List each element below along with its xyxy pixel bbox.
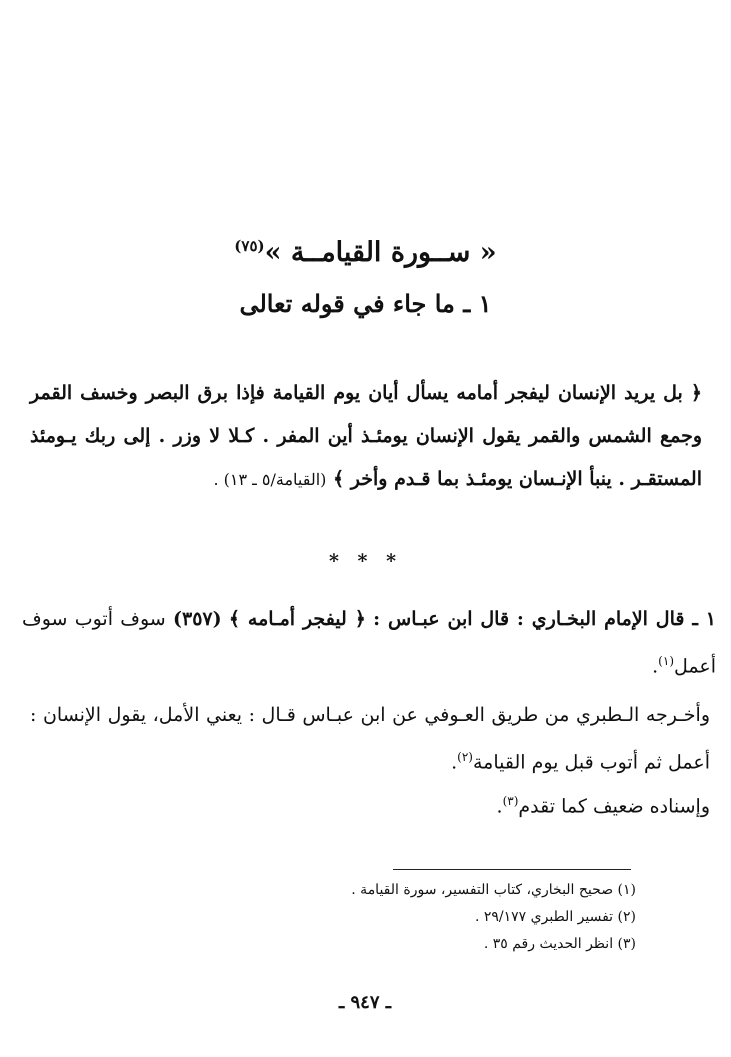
isnad-paragraph [30, 780, 710, 827]
hadith-tail-end: . [652, 655, 659, 678]
surah-title-text: « ســورة القيامــة » [264, 237, 497, 268]
hadith-number: (٣٥٧) [173, 608, 222, 630]
footnote-marker-2[interactable]: (٢) [457, 750, 473, 764]
page-number: ـ ٩٤٧ ـ [338, 992, 392, 1013]
section-heading: ١ ـ ما جاء في قوله تعالى [239, 289, 492, 318]
footnote-divider [393, 869, 631, 870]
footnote-2: (٢) تفسير الطبري ٢٩/١٧٧ . [474, 909, 636, 925]
surah-title [120, 228, 611, 271]
tabari-end: . [451, 751, 458, 774]
quran-verse [30, 372, 702, 501]
hadith-intro: ١ ـ قال الإمام البخـاري : قال ابن عبـاس : [373, 608, 716, 630]
footnote-marker-3[interactable]: (٣) [502, 794, 519, 808]
footnote-1: (١) صحيح البخاري، كتاب التفسير، سورة القيامة . [351, 882, 636, 898]
hadith-paragraph [22, 598, 716, 687]
isnad-end: . [496, 795, 503, 818]
footnote-3: (٣) انظر الحديث رقم ٣٥ . [483, 936, 636, 952]
verse-text: ﴿ بل يريد الإنسان ليفجر أمامه يسأل أيان يوم القيامة فإذا برق البصر وخسف القمر وجمع الشمس والقمر يقول الإنسان يومئـذ أين المفر . كـلا لا وزر . إلى ربك يـومئذ المستقـر . ينبأ الإنـسان يومئـذ بما قـدم وأخر ﴾ [30, 382, 702, 490]
footnotes [100, 877, 636, 958]
surah-number-note: (٧٥) [234, 237, 265, 255]
footnote-marker-1[interactable]: (١) [658, 654, 674, 668]
tabari-paragraph [30, 694, 710, 783]
hadith-quote: ﴿ ليفجر أمـامه ﴾ [228, 608, 366, 630]
verse-reference: (القيامة/٥ ـ ١٣) . [213, 470, 327, 489]
isnad-text: وإسناده ضعيف كما تقدم [518, 795, 710, 818]
section-separator: * * * [328, 550, 403, 572]
tabari-text: وأخـرجه الـطبري من طريق العـوفي عن ابن عبـاس قـال : يعني الأمل، يقول الإنسان : أعمل ثم أتوب قبل يوم القيامة [30, 704, 710, 774]
hadith-tail: سوف أتوب سوف أعمل [22, 608, 716, 678]
